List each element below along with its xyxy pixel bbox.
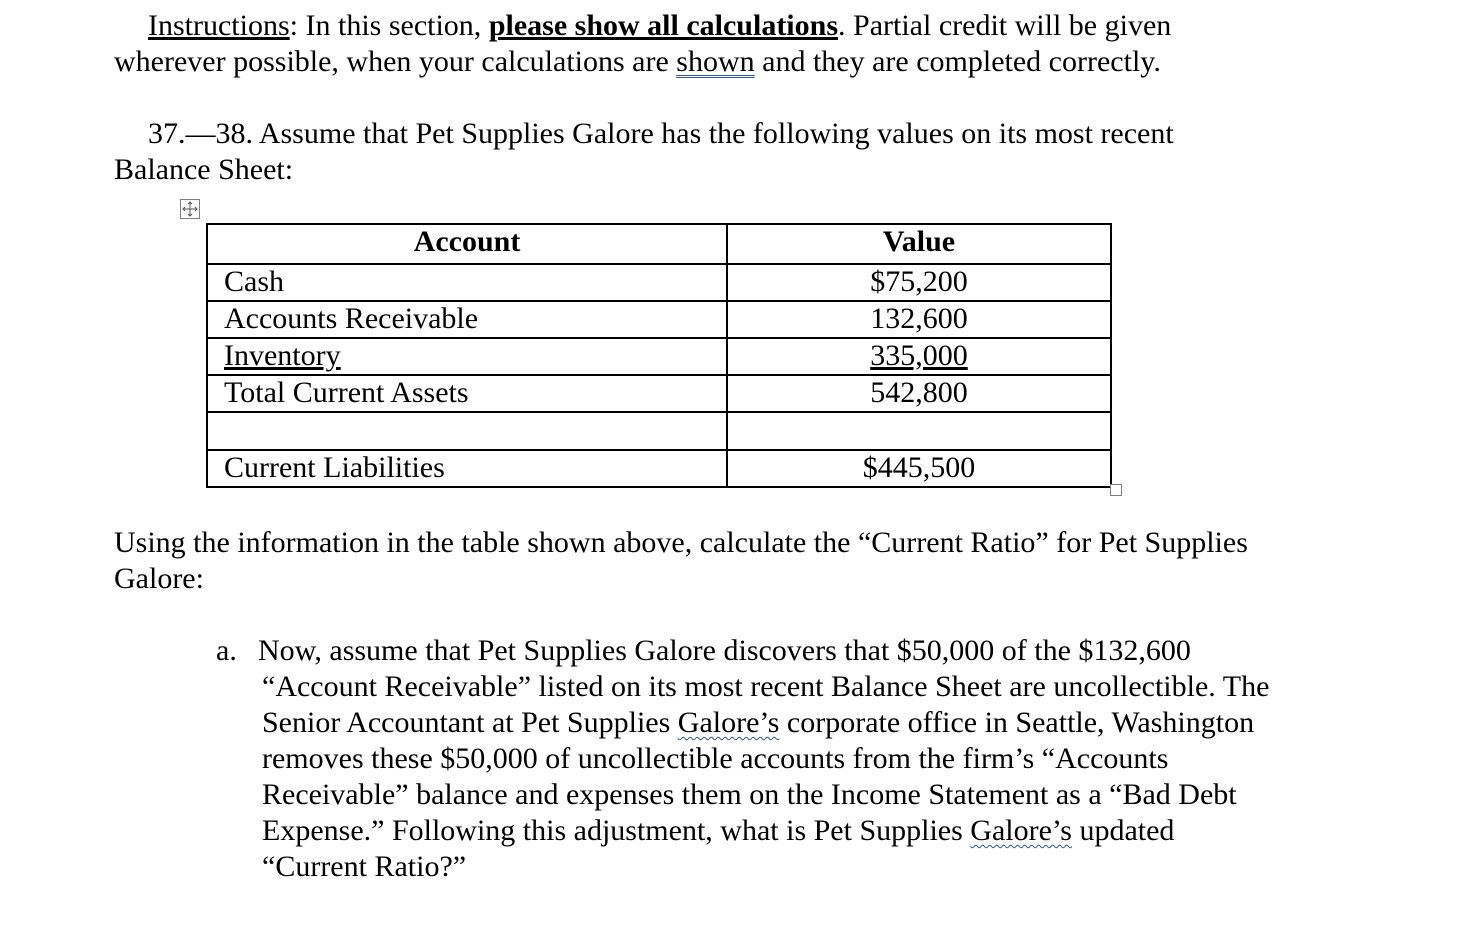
part-a-line6-b: updated: [1071, 814, 1175, 847]
instructions-line2-b: and they are completed correctly.: [754, 45, 1161, 78]
instructions-text: : In this section,: [289, 9, 489, 42]
value-cell: [727, 338, 1111, 375]
spellcheck-word: Galore’s: [677, 706, 780, 739]
instructions-text-rest: . Partial credit will be given: [838, 9, 1172, 42]
question-line-2: Balance Sheet:: [114, 153, 294, 186]
table-row: [207, 264, 1111, 301]
instructions-emphasis: please show all calculations: [488, 9, 839, 42]
table-row: [207, 301, 1111, 338]
part-a-line3-b: corporate office in Seattle, Washington: [779, 706, 1255, 739]
part-a-line-1: Now, assume that Pet Supplies Galore discovers that $50,000 of the $132,600: [258, 634, 1191, 667]
part-a-line-6: [262, 813, 1174, 849]
instructions-line-2: [114, 44, 1161, 80]
part-a-line-3: [262, 705, 1254, 741]
part-a-line-4: removes these $50,000 of uncollectible accounts from the firm’s “Accounts: [262, 742, 1169, 775]
prompt-line-1: Using the information in the table shown above, calculate the “Current Ratio” for Pet Supplies: [114, 526, 1248, 559]
account-cell: Total Current Assets: [207, 375, 727, 412]
part-a-line-7: “Current Ratio?”: [262, 850, 467, 883]
table-row: [207, 450, 1111, 487]
instructions-label: Instructions: [148, 9, 290, 42]
instructions-line-1: [148, 8, 1171, 44]
account-cell: [207, 338, 727, 375]
value-cell: $445,500: [727, 450, 1111, 487]
instructions-shown-word: shown: [676, 45, 755, 78]
question-line-1: [148, 116, 1174, 152]
part-a-line-5: Receivable” balance and expenses them on the Income Statement as a “Bad Debt: [262, 778, 1237, 811]
value-cell: 132,600: [727, 301, 1111, 338]
value-cell: $75,200: [727, 264, 1111, 301]
part-a-line-2: “Account Receivable” listed on its most recent Balance Sheet are uncollectible. The: [262, 670, 1270, 703]
header-account: Account: [207, 224, 727, 264]
part-a-line3-a: Senior Accountant at Pet Supplies: [262, 706, 678, 739]
spellcheck-word: Galore’s: [970, 814, 1072, 847]
question-number: 37.—38.: [148, 117, 253, 150]
table-move-handle-icon[interactable]: [180, 199, 200, 219]
value-cell: 542,800: [727, 375, 1111, 412]
part-a-line6-a: Expense.” Following this adjustment, what is Pet Supplies: [262, 814, 971, 847]
header-value: Value: [727, 224, 1111, 264]
account-cell: [207, 412, 727, 450]
prompt-line-2: Galore:: [114, 562, 204, 595]
instructions-line2-a: wherever possible, when your calculations are: [114, 45, 677, 78]
table-row: [207, 375, 1111, 412]
table-resize-handle-icon[interactable]: [1110, 484, 1122, 496]
account-cell: Cash: [207, 264, 727, 301]
value-cell: [727, 412, 1111, 450]
table-row-empty: [207, 412, 1111, 450]
account-cell: Current Liabilities: [207, 450, 727, 487]
account-cell: Accounts Receivable: [207, 301, 727, 338]
question-text: Assume that Pet Supplies Galore has the following values on its most recent: [253, 117, 1174, 150]
account-inventory: Inventory: [224, 339, 341, 372]
table-header-row: [207, 224, 1111, 264]
table-row: [207, 338, 1111, 375]
list-marker-a: a.: [216, 634, 237, 667]
balance-sheet-table: [206, 223, 1112, 488]
value-inventory: 335,000: [870, 339, 968, 372]
